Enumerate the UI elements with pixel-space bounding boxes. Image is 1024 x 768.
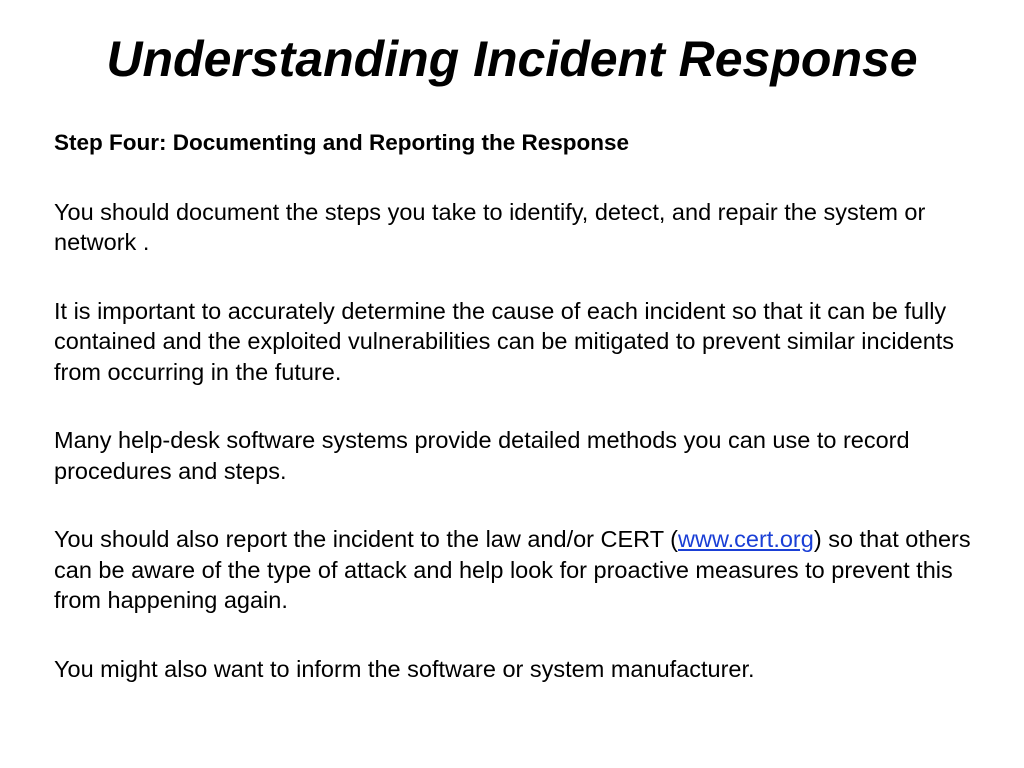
paragraph-inform-manufacturer: You might also want to inform the software or system manufacturer. xyxy=(54,655,755,682)
slide-title: Understanding Incident Response xyxy=(106,31,918,87)
report-text-before-link: You should also report the incident to the law and/or CERT ( xyxy=(54,526,679,552)
cert-link[interactable]: www.cert.org xyxy=(678,526,814,552)
slide-body xyxy=(54,128,989,722)
paragraph-document-steps: You should document the steps you take to identify, detect, and repair the system or network . xyxy=(54,198,926,255)
report-text-after-link: ) so that others can be aware of the type of attack and help look for proactive measures to prevent this from happening again. xyxy=(54,526,971,613)
step-heading: Step Four: Documenting and Reporting the Response xyxy=(54,130,630,155)
paragraph-report-incident xyxy=(54,524,989,616)
paragraph-determine-cause: It is important to accurately determine the cause of each incident so that it can be fully contained and the exploited vulnerabilities can be mitigated to prevent similar incidents from occurring in the future. xyxy=(54,297,955,385)
paragraph-help-desk: Many help-desk software systems provide detailed methods you can use to record procedures and steps. xyxy=(54,427,910,484)
